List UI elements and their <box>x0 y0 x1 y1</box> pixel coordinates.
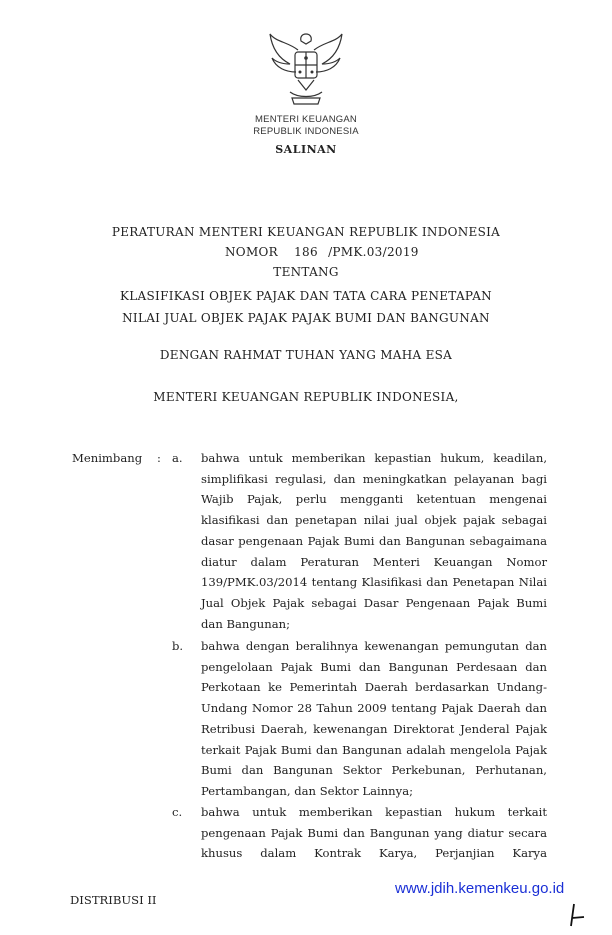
signature-initial <box>568 902 588 932</box>
item-marker: b. <box>172 639 184 653</box>
about-label: TENTANG <box>273 265 339 279</box>
item-text-line: Wajib Pajak, perlu mengganti ketentuan mengenai <box>201 492 547 507</box>
regulation-title: PERATURAN MENTERI KEUANGAN REPUBLIK INDONESIA <box>111 225 501 239</box>
item-text-line: khusus dalam Kontrak Karya, Perjanjian Karya <box>201 846 547 861</box>
considering-label: Menimbang <box>72 451 143 465</box>
item-marker: a. <box>172 451 183 465</box>
item-text-line: Retribusi Daerah, kewenangan Direktorat Jenderal Pajak <box>201 721 547 736</box>
item-text-line: bahwa untuk memberikan kepastian hukum, keadilan, <box>201 451 547 465</box>
item-text-line: bahwa dengan beralihnya kewenangan pemungutan dan <box>201 639 547 653</box>
number-value: 186 <box>294 245 318 259</box>
item-text-line: Bumi dan Bangunan Sektor Perkebunan, Perhutanan, <box>201 763 547 778</box>
item-text-line: pengelolaan Pajak Bumi dan Bangunan Perdesaan dan <box>201 659 547 674</box>
item-text-line: terkait Pajak Bumi dan Bangunan adalah mengelola Pajak <box>201 742 547 757</box>
item-text-line: Pertambangan, dan Sektor Lainnya; <box>201 783 414 798</box>
subject-line-2: NILAI JUAL OBJEK PAJAK PAJAK BUMI DAN BANGUNAN <box>122 311 490 325</box>
considering-colon: : <box>157 451 161 465</box>
item-text-line: dasar pengenaan Pajak Bumi dan Bangunan sebagaimana <box>201 533 547 548</box>
item-text-line: dan Bangunan; <box>201 616 291 631</box>
garuda-emblem <box>268 28 344 112</box>
invocation: DENGAN RAHMAT TUHAN YANG MAHA ESA <box>159 348 453 362</box>
item-text-line: diatur dalam Peraturan Menteri Keuangan Nomor <box>201 554 547 569</box>
item-text-line: Perkotaan ke Pemerintah Daerah berdasarkan Undang- <box>201 680 547 695</box>
website-link[interactable]: www.jdih.kemenkeu.go.id <box>395 880 565 897</box>
item-text-line: bahwa untuk memberikan kepastian hukum terkait <box>201 805 547 819</box>
subject-line-1: KLASIFIKASI OBJEK PAJAK DAN TATA CARA PENETAPAN <box>120 289 492 303</box>
copy-stamp: SALINAN <box>275 143 337 156</box>
regulation-number <box>225 245 419 259</box>
item-text-line: simplifikasi regulasi, dan meningkatkan pelayanan bagi <box>201 471 547 486</box>
item-text-line: Jual Objek Pajak sebagai Dasar Pengenaan Pajak Bumi <box>201 595 547 610</box>
item-marker: c. <box>172 805 183 819</box>
distribution-label: DISTRIBUSI II <box>70 893 157 907</box>
issuer: MENTERI KEUANGAN REPUBLIK INDONESIA, <box>153 390 459 404</box>
item-text-line: Undang Nomor 28 Tahun 2009 tentang Pajak Daerah dan <box>201 701 547 716</box>
item-text-line: pengenaan Pajak Bumi dan Bangunan yang diatur secara <box>201 825 547 840</box>
letterhead-country: REPUBLIK INDONESIA <box>253 126 359 137</box>
item-text-line: 139/PMK.03/2014 tentang Klasifikasi dan Penetapan Nilai <box>201 575 547 590</box>
item-text-line: klasifikasi dan penetapan nilai jual objek pajak sebagai <box>201 513 547 528</box>
letterhead-ministry: MENTERI KEUANGAN <box>255 114 357 125</box>
number-label: NOMOR <box>225 245 278 259</box>
number-suffix: /PMK.03/2019 <box>328 245 419 259</box>
